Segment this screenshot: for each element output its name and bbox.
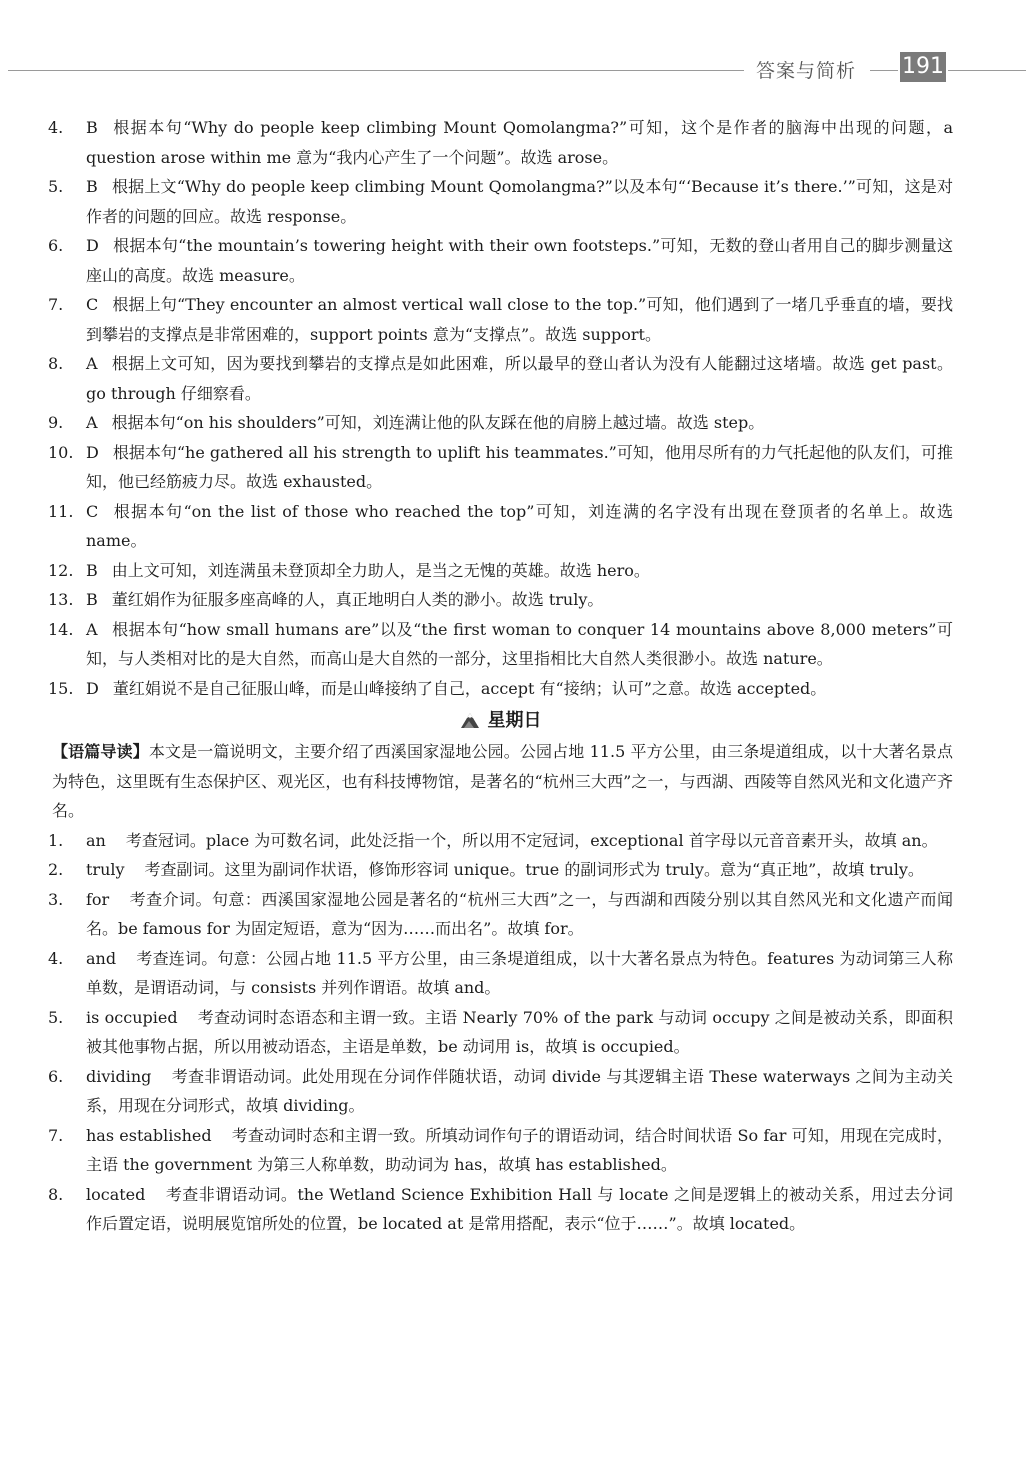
item-number: 12. xyxy=(48,560,74,580)
header-rule-left xyxy=(8,70,744,71)
item-explanation: 考查动词时态和主谓一致。所填动词作句子的谓语动词，结合时间状语 So far 可知，用现在完成时，主语 the government 为第三人称单数，助动词为 has，故填 has established。 xyxy=(86,1125,953,1174)
answer-item xyxy=(48,855,953,885)
item-number: 13. xyxy=(48,590,74,609)
answer-item xyxy=(48,1180,953,1239)
item-explanation: 根据本句“the mountain’s towering height with their own footsteps.”可知，无数的登山者用自己的脚步测量这座山的高度。故选 measure。 xyxy=(86,236,953,285)
item-answer: D xyxy=(86,236,99,255)
answer-item xyxy=(48,113,953,172)
item-number: 5. xyxy=(48,177,64,196)
section-title: 星期日 xyxy=(487,710,542,731)
item-number: 14. xyxy=(48,619,74,639)
item-number: 1. xyxy=(48,830,64,850)
answer-item xyxy=(48,497,953,556)
item-number: 4. xyxy=(48,118,64,137)
item-number: 7. xyxy=(48,1125,64,1145)
item-answer: A xyxy=(86,619,98,639)
item-explanation: 考查非谓语动词。the Wetland Science Exhibition Hall 与 locate 之间是逻辑上的被动关系，用过去分词作后置定语，说明展览馆所处的位置，be located at 是常用搭配，表示“位于……”。故填 located。 xyxy=(86,1184,953,1233)
item-answer: D xyxy=(86,678,99,698)
item-number: 6. xyxy=(48,236,64,255)
answer-item xyxy=(48,1003,953,1062)
item-answer: B xyxy=(86,590,98,609)
answers-part-1 xyxy=(48,113,953,703)
item-explanation: 考查连词。句意：公园占地 11.5 平方公里，由三条堤道组成，以十大著名景点为特色。features 为动词第三人称单数，是谓语动词，与 consists 并列作谓语。故填 and。 xyxy=(86,948,953,997)
item-explanation: 考查动词时态语态和主谓一致。主语 Nearly 70% of the park 与动词 occupy 之间是被动关系，即面积被其他事物占据，所以用被动语态，主语是单数，be 动词用 is，故填 is occupied。 xyxy=(86,1007,954,1056)
answer-item xyxy=(48,556,953,586)
item-number: 6. xyxy=(48,1066,64,1086)
item-explanation: 根据本句“on his shoulders”可知，刘连满让他的队友踩在他的肩膀上越过墙。故选 step。 xyxy=(111,413,765,432)
answer-item xyxy=(48,826,953,856)
item-number: 11. xyxy=(48,501,74,521)
item-explanation: 董红娟说不是自己征服山峰，而是山峰接纳了自己，accept 有“接纳；认可”之意。故选 accepted。 xyxy=(112,678,827,698)
item-explanation: 根据上文“Why do people keep climbing Mount Qomolangma?”以及本句“‘Because it’s there.’”可知，这是对作者的问题的回应。故选 response。 xyxy=(86,177,953,226)
answer-item xyxy=(48,290,953,349)
answer-item xyxy=(48,408,953,438)
item-number: 4. xyxy=(48,948,64,968)
passage-intro xyxy=(48,737,953,826)
item-answer: has established xyxy=(86,1125,212,1145)
item-answer: B xyxy=(86,177,98,196)
item-explanation: 根据上句“They encounter an almost vertical wall close to the top.”可知，他们遇到了一堵几乎垂直的墙，要找到攀岩的支撑点是非常困难的，support points 意为“支撑点”。故选 support。 xyxy=(86,295,953,344)
item-answer: C xyxy=(86,295,99,314)
item-number: 8. xyxy=(48,354,64,373)
item-explanation: 由上文可知，刘连满虽未登顶却全力助人，是当之无愧的英雄。故选 hero。 xyxy=(111,560,650,580)
item-number: 3. xyxy=(48,889,64,909)
answer-item xyxy=(48,349,953,408)
item-explanation: 根据上文可知，因为要找到攀岩的支撑点是如此困难，所以最早的登山者认为没有人能翻过这堵墙。故选 get past。go through 仔细察看。 xyxy=(86,354,953,403)
answer-item xyxy=(48,944,953,1003)
item-answer: B xyxy=(86,118,98,137)
item-answer: A xyxy=(86,354,98,373)
item-answer: and xyxy=(86,948,117,968)
mountain-icon xyxy=(460,711,480,729)
page-number: 191 xyxy=(900,52,946,82)
answer-item xyxy=(48,885,953,944)
item-number: 9. xyxy=(48,413,64,432)
item-explanation: 董红娟作为征服多座高峰的人，真正地明白人类的渺小。故选 truly。 xyxy=(111,590,604,609)
item-explanation: 考查非谓语动词。此处用现在分词作伴随状语，动词 divide 与其逻辑主语 These waterways 之间为主动关系，用现在分词形式，故填 dividing。 xyxy=(86,1066,953,1115)
item-explanation: 考查副词。这里为副词作状语，修饰形容词 unique。true 的副词形式为 truly。意为“真正地”，故填 truly。 xyxy=(144,860,924,879)
item-answer: located xyxy=(86,1184,146,1204)
answer-item xyxy=(48,585,953,615)
answer-item xyxy=(48,615,953,674)
item-answer: is occupied xyxy=(86,1007,178,1027)
item-number: 5. xyxy=(48,1007,64,1027)
item-number: 2. xyxy=(48,860,64,879)
header-rule-right xyxy=(948,70,1026,71)
section-heading xyxy=(48,705,953,737)
item-explanation: 根据本句“how small humans are”以及“the first woman to conquer 14 mountains above 8,000 meters”可知，与人类相对比的是大自然，而高山是大自然的一部分，这里指相比大自然人类很渺小。故选 nature。 xyxy=(86,619,953,668)
answer-item xyxy=(48,172,953,231)
item-answer: C xyxy=(86,501,99,521)
item-number: 15. xyxy=(48,678,74,698)
answer-item xyxy=(48,1062,953,1121)
item-answer: truly xyxy=(86,860,125,879)
page-header xyxy=(0,52,1026,86)
intro-tag: 【语篇导读】 xyxy=(52,742,149,761)
item-number: 8. xyxy=(48,1184,64,1204)
item-answer: B xyxy=(86,560,98,580)
item-answer: dividing xyxy=(86,1066,152,1086)
item-number: 7. xyxy=(48,295,64,314)
item-explanation: 考查冠词。place 为可数名词，此处泛指一个，所以用不定冠词，exceptional 首字母以元音音素开头，故填 an。 xyxy=(125,830,938,850)
item-explanation: 考查介词。句意：西溪国家湿地公园是著名的“杭州三大西”之一，与西湖和西陵分别以其自然风光和文化遗产而闻名。be famous for 为固定短语，意为“因为……而出名”。故填 for。 xyxy=(86,889,953,938)
item-explanation: 根据本句“he gathered all his strength to uplift his teammates.”可知，他用尽所有的力气托起他的队友们，可推知，他已经筋疲力尽。故选 exhausted。 xyxy=(86,442,953,491)
header-rule-mid xyxy=(870,70,898,71)
item-answer: A xyxy=(86,413,98,432)
header-title: 答案与简析 xyxy=(756,60,857,82)
answer-item xyxy=(48,674,953,704)
answer-item xyxy=(48,438,953,497)
item-explanation: 根据本句“Why do people keep climbing Mount Qomolangma?”可知，这个是作者的脑海中出现的问题，a question arose within me 意为“我内心产生了一个问题”。故选 arose。 xyxy=(86,118,953,167)
answer-item xyxy=(48,1121,953,1180)
answers-part-2 xyxy=(48,826,953,1239)
answer-item xyxy=(48,231,953,290)
item-number: 10. xyxy=(48,442,74,462)
item-answer: D xyxy=(86,442,99,462)
intro-text: 本文是一篇说明文，主要介绍了西溪国家湿地公园。公园占地 11.5 平方公里，由三条堤道组成，以十大著名景点为特色，这里既有生态保护区、观光区，也有科技博物馆，是著名的“杭州三大西”之一，与西湖、西陵等自然风光和文化遗产齐名。 xyxy=(52,742,953,820)
item-answer: for xyxy=(86,889,110,909)
item-explanation: 根据本句“on the list of those who reached the top”可知，刘连满的名字没有出现在登顶者的名单上。故选 name。 xyxy=(86,501,953,550)
item-answer: an xyxy=(86,830,106,850)
answer-content xyxy=(48,113,953,1239)
